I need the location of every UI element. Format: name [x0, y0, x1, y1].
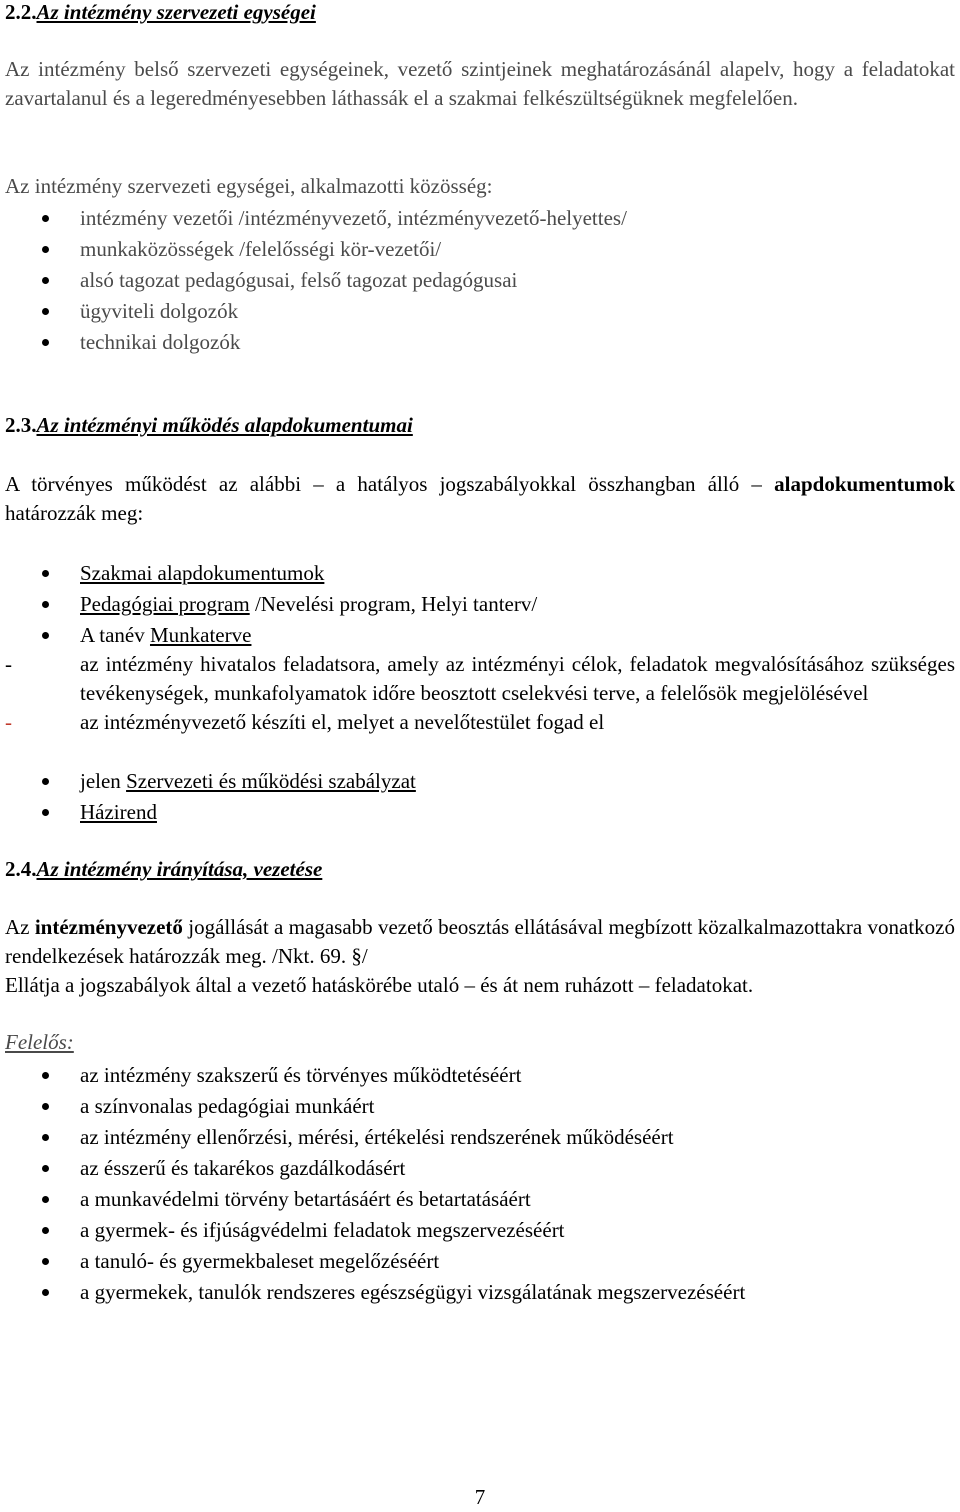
bullet-icon: [42, 246, 49, 253]
bullet-icon: [42, 1196, 49, 1203]
list-item: Szakmai alapdokumentumok: [0, 558, 955, 589]
bullet-icon: [42, 1103, 49, 1110]
section-title: Az intézmény irányítása, vezetése: [36, 857, 323, 881]
bullet-icon: [42, 215, 49, 222]
list-item: - az intézmény hivatalos feladatsora, amely az intézményi célok, feladatok megvalósításához szükséges tevékenységek, munkafolyamatok időre beosztott cselekvési terve, a felelősök megjelölésével: [5, 652, 955, 705]
bullet-icon: [42, 1258, 49, 1265]
section-number: 2.2.: [5, 0, 37, 24]
bullet-icon: [42, 1072, 49, 1079]
section-heading-2-4: [5, 855, 955, 884]
documents-list: [0, 558, 955, 651]
director-duties-paragraph: Ellátja a jogszabályok által a vezető hatáskörébe utaló – és át nem ruházott – feladatokat.: [5, 973, 754, 997]
list-item: Házirend: [0, 797, 955, 828]
bullet-icon: [42, 339, 49, 346]
list-item: az intézmény ellenőrzési, mérési, értékelési rendszerének működéséért: [0, 1122, 955, 1153]
list-item: a tanuló- és gyermekbaleset megelőzéséért: [0, 1246, 955, 1277]
list-item: - az intézményvezető készíti el, melyet a nevelőtestület fogad el: [0, 708, 955, 737]
bullet-icon: [42, 1227, 49, 1234]
dash-marker: -: [5, 710, 12, 734]
list-item: a gyermekek, tanulók rendszeres egészségügyi vizsgálatának megszervezéséért: [0, 1277, 955, 1308]
bullet-icon: [42, 809, 49, 816]
bullet-icon: [42, 277, 49, 284]
list-item: intézmény vezetői /intézményvezető, intézményvezető-helyettes/: [0, 203, 955, 234]
list-item: A tanév Munkaterve: [0, 620, 955, 651]
list-item: munkaközösségek /felelősségi kör-vezetői/: [0, 234, 955, 265]
bullet-icon: [42, 601, 49, 608]
felelos-label: Felelős:: [5, 1030, 74, 1054]
bullet-icon: [42, 570, 49, 577]
list-item: alsó tagozat pedagógusai, felső tagozat pedagógusai: [0, 265, 955, 296]
bullet-icon: [42, 632, 49, 639]
section-number: 2.4.: [5, 857, 37, 881]
workplan-dash-list: [0, 650, 955, 737]
org-units-label: Az intézmény szervezeti egységei, alkalmazotti közösség:: [5, 174, 493, 198]
section-2-3-intro: A törvényes működést az alábbi – a hatályos jogszabályokkal összhangban álló – alapdokumentumok határozzák meg:: [5, 472, 956, 525]
section-title: Az intézmény szervezeti egységei: [36, 0, 316, 24]
org-units-list: [0, 203, 955, 358]
section-heading-2-2: [5, 0, 955, 27]
dash-marker: -: [5, 652, 12, 676]
section-number: 2.3.: [5, 413, 37, 437]
bullet-icon: [42, 1134, 49, 1141]
bullet-icon: [42, 1289, 49, 1296]
bullet-icon: [42, 308, 49, 315]
list-item: az ésszerű és takarékos gazdálkodásért: [0, 1153, 955, 1184]
list-item: technikai dolgozók: [0, 327, 955, 358]
bullet-icon: [42, 1165, 49, 1172]
director-paragraph: Az intézményvezető jogállását a magasabb vezető beosztás ellátásával megbízott közalkalmazottakra vonatkozó rendelkezések határozzák meg. /Nkt. 69. §/: [5, 915, 955, 968]
list-item: Pedagógiai program /Nevelési program, Helyi tanterv/: [0, 589, 955, 620]
section-2-2-intro: Az intézmény belső szervezeti egységeinek, vezető szintjeinek meghatározásánál alapelv, hogy a feladatokat zavartalanul és a legeredményesebben láthassák el a szakmai felkészültségüknek megfelelően.: [5, 57, 955, 110]
list-item: a munkavédelmi törvény betartásáért és betartatásáért: [0, 1184, 955, 1215]
bullet-icon: [42, 778, 49, 785]
list-item: ügyviteli dolgozók: [0, 296, 955, 327]
list-item: jelen Szervezeti és működési szabályzat: [0, 766, 955, 797]
list-item: a színvonalas pedagógiai munkáért: [0, 1091, 955, 1122]
responsibilities-list: [0, 1060, 955, 1308]
documents-list-continued: [0, 766, 955, 828]
section-heading-2-3: [5, 411, 955, 440]
section-title: Az intézményi működés alapdokumentumai: [36, 413, 413, 437]
list-item: az intézmény szakszerű és törvényes működtetéséért: [0, 1060, 955, 1091]
list-item: a gyermek- és ifjúságvédelmi feladatok megszervezéséért: [0, 1215, 955, 1246]
page-number: 7: [474, 1485, 486, 1509]
